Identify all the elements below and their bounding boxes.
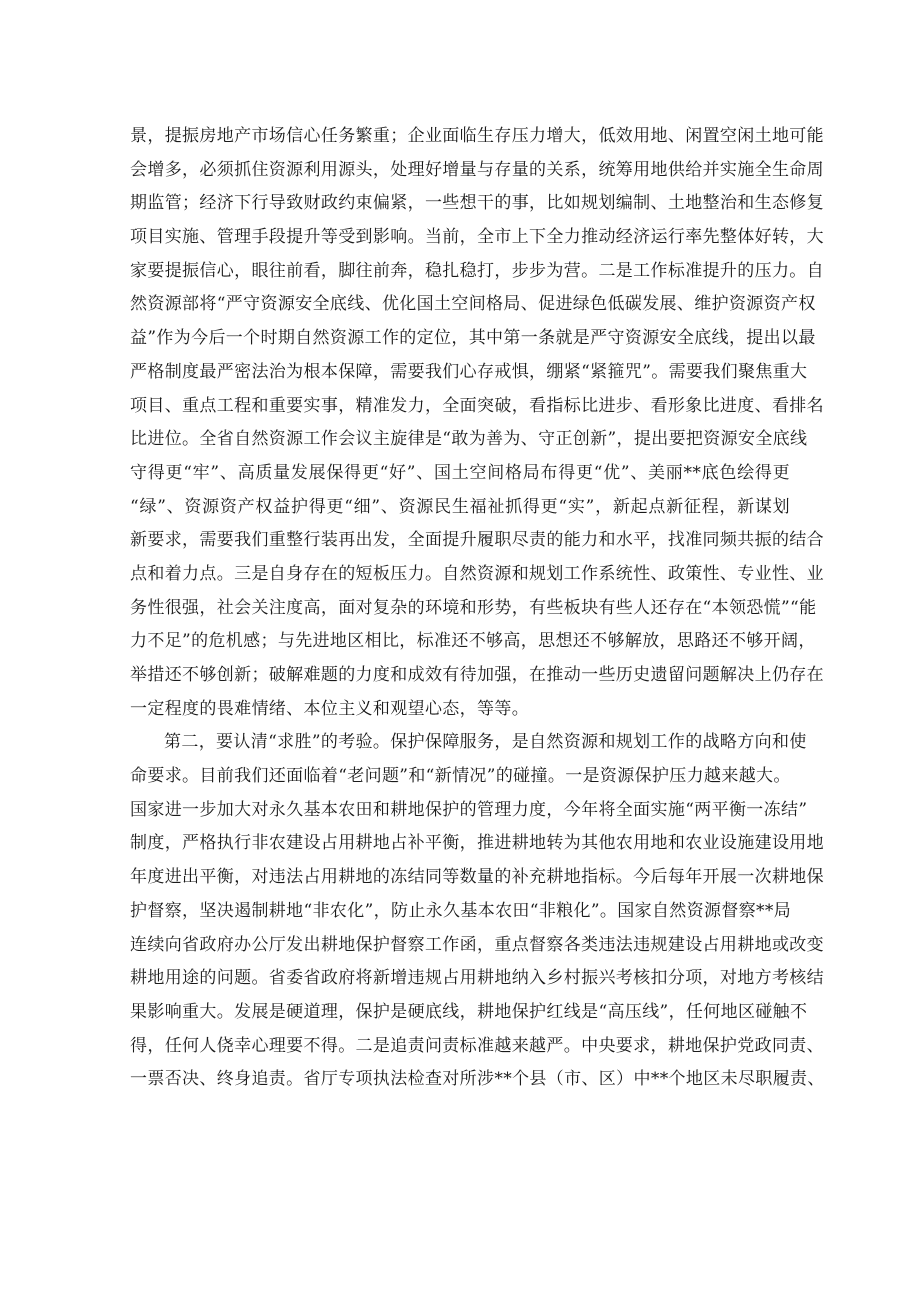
text-line: 国家进一步加大对永久基本农田和耕地保护的管理力度，今年将全面实施“两平衡一冻结” — [130, 799, 808, 820]
text-line: 期监管；经济下行导致财政约束偏紧，一些想干的事，比如规划编制、土地整治和生态修复 — [130, 193, 824, 214]
text-line: 制度，严格执行非农建设占用耕地占补平衡，推进耕地转为其他农用地和农业设施建设用地 — [130, 833, 824, 854]
text-line: 守得更“牢”、高质量发展保得更“好”、国土空间格局布得更“优”、美丽**底色绘得更 — [130, 462, 790, 483]
text-line: 然资源部将“严守资源安全底线、优化国土空间格局、促进绿色低碳发展、维护资源资产权 — [130, 294, 816, 315]
text-line: 严格制度最严密法治为根本保障，需要我们心存戒惧，绷紧“紧箍咒”。需要我们聚焦重大 — [130, 361, 808, 382]
document-body — [130, 120, 825, 1097]
text-line: 果影响重大。发展是硬道理，保护是硬底线，耕地保护红线是“高压线”，任何地区碰触不 — [130, 1001, 808, 1022]
text-line: 务性很强，社会关注度高，面对复杂的环境和形势，有些板块有些人还存在“本领恐慌”“能 — [130, 597, 817, 618]
text-line: 会增多，必须抓住资源利用源头，处理好增量与存量的关系，统筹用地供给并实施全生命周 — [130, 159, 824, 180]
text-line: 比进位。全省自然资源工作会议主旋律是“敢为善为、守正创新”，提出要把资源安全底线 — [130, 429, 808, 450]
text-line: 第二，要认清“求胜”的考验。保护保障服务，是自然资源和规划工作的战略方向和使 — [164, 732, 807, 753]
text-line: 点和着力点。三是自身存在的短板压力。自然资源和规划工作系统性、政策性、专业性、业 — [130, 563, 824, 584]
text-line: 家要提振信心，眼往前看，脚往前奔，稳扎稳打，步步为营。二是工作标准提升的压力。自 — [130, 260, 824, 281]
paragraph-2 — [130, 726, 825, 1097]
paragraph-1 — [130, 120, 824, 726]
text-line: 一定程度的畏难情绪、本位主义和观望心态，等等。 — [130, 698, 530, 719]
text-line: 项目实施、管理手段提升等受到影响。当前，全市上下全力推动经济运行率先整体好转，大 — [130, 227, 824, 248]
text-line: 护督察，坚决遏制耕地“非农化”，防止永久基本农田“非粮化”。国家自然资源督察**局 — [130, 900, 792, 921]
text-line: 益”作为今后一个时期自然资源工作的定位，其中第一条就是严守资源安全底线，提出以最 — [130, 328, 816, 349]
text-line: 连续向省政府办公厅发出耕地保护督察工作函，重点督察各类违法违规建设占用耕地或改变 — [130, 934, 824, 955]
text-line: 年度进出平衡，对违法占用耕地的冻结同等数量的补充耕地指标。今后每年开展一次耕地保 — [130, 867, 824, 888]
text-line: 力不足”的危机感；与先进地区相比，标准还不够高，思想还不够解放，思路还不够开阔， — [130, 631, 816, 652]
text-line: 得，任何人侥幸心理要不得。二是追责问责标准越来越严。中央要求，耕地保护党政同责、 — [130, 1035, 824, 1056]
text-line: 耕地用途的问题。省委省政府将新增违规占用耕地纳入乡村振兴考核扣分项，对地方考核结 — [130, 968, 824, 989]
text-line: 举措还不够创新；破解难题的力度和成效有待加强，在推动一些历史遗留问题解决上仍存在 — [130, 665, 824, 685]
text-line: 项目、重点工程和重要实事，精准发力，全面突破，看指标比进步、看形象比进度、看排名 — [130, 395, 824, 416]
text-line: “绿”、资源资产权益护得更“细”、资源民生福祉抓得更“实”，新起点新征程，新谋划 — [130, 496, 790, 517]
text-line: 一票否决、终身追责。省厅专项执法检查对所涉**个县（市、区）中**个地区未尽职履责、 — [130, 1069, 825, 1090]
text-line: 新要求，需要我们重整行装再出发，全面提升履职尽责的能力和水平，找准同频共振的结合 — [130, 530, 824, 551]
text-line: 景，提振房地产市场信心任务繁重；企业面临生存压力增大，低效用地、闲置空闲土地可能 — [130, 126, 824, 146]
text-line: 命要求。目前我们还面临着“老问题”和“新情况”的碰撞。一是资源保护压力越来越大。 — [130, 766, 791, 787]
